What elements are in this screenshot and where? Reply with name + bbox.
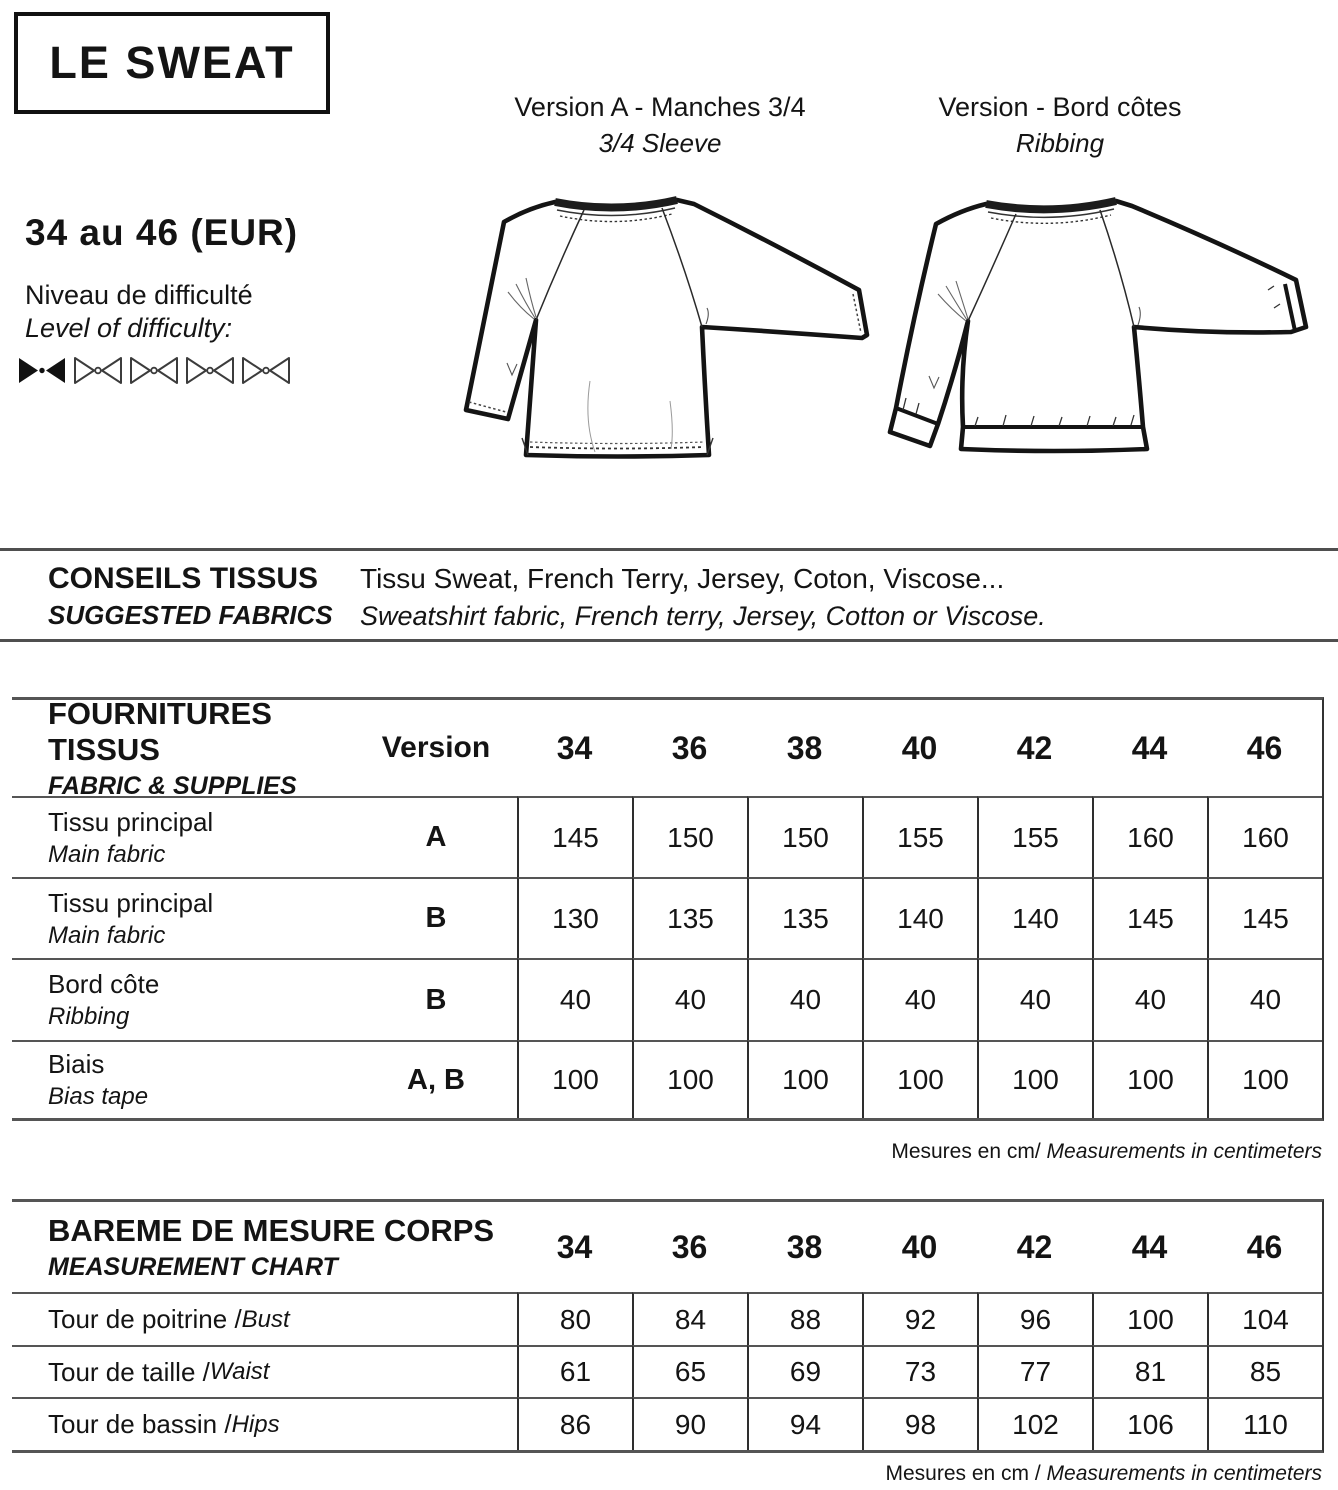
page-title: LE SWEAT bbox=[49, 37, 295, 88]
row-label bbox=[12, 1292, 517, 1345]
size-column-header: 36 bbox=[671, 1228, 708, 1265]
units-note-fr: Mesures en cm/ bbox=[891, 1140, 1041, 1163]
size-column-header: 38 bbox=[786, 729, 823, 766]
size-column-header: 40 bbox=[901, 1228, 938, 1265]
suggested-fabrics-text-fr: Tissu Sweat, French Terry, Jersey, Coton, Viscose... bbox=[360, 563, 1005, 594]
suggested-fabrics-label-fr: CONSEILS TISSUS bbox=[48, 562, 319, 595]
table-cell: 86 bbox=[517, 1397, 632, 1450]
table-cell: 100 bbox=[632, 1040, 747, 1118]
table-cell: 106 bbox=[1092, 1397, 1207, 1450]
table-cell: 135 bbox=[747, 877, 862, 958]
row-version: B bbox=[355, 958, 517, 1040]
sweater-version-a-drawing bbox=[438, 186, 878, 486]
difficulty-bow-icon-empty bbox=[73, 356, 123, 385]
size-column-header: 40 bbox=[901, 729, 938, 766]
row-label bbox=[12, 1397, 517, 1450]
table-cell: 81 bbox=[1092, 1345, 1207, 1397]
difficulty-label-en: Level of difficulty: bbox=[25, 313, 233, 343]
supplies-title-fr: FOURNITURES TISSUS bbox=[48, 695, 272, 767]
table-cell: 84 bbox=[632, 1292, 747, 1345]
row-label-en: Waist bbox=[209, 1358, 270, 1385]
size-column-header: 46 bbox=[1246, 1228, 1283, 1265]
table-cell: 40 bbox=[977, 958, 1092, 1040]
measurement-title-fr: BAREME DE MESURE CORPS bbox=[48, 1212, 495, 1248]
difficulty-bow-icon-empty bbox=[129, 356, 179, 385]
table-cell: 80 bbox=[517, 1292, 632, 1345]
size-column-header: 34 bbox=[556, 1228, 593, 1265]
supplies-title-en: FABRIC & SUPPLIES bbox=[48, 771, 297, 800]
units-note bbox=[891, 1140, 1322, 1164]
title-box bbox=[14, 12, 330, 114]
column-header-version: Version bbox=[381, 731, 491, 764]
units-note bbox=[885, 1462, 1322, 1486]
version-a-caption-fr: Version A - Manches 3/4 bbox=[514, 92, 806, 122]
row-version: A, B bbox=[355, 1040, 517, 1118]
table-cell: 98 bbox=[862, 1397, 977, 1450]
table-cell: 100 bbox=[517, 1040, 632, 1118]
difficulty-bow-icon-empty bbox=[185, 356, 235, 385]
row-label bbox=[12, 877, 355, 958]
table-cell: 100 bbox=[1207, 1040, 1322, 1118]
divider bbox=[0, 639, 1338, 642]
table-cell: 92 bbox=[862, 1292, 977, 1345]
table-cell: 145 bbox=[1207, 877, 1322, 958]
size-column-header: 44 bbox=[1131, 729, 1168, 766]
table-cell: 155 bbox=[862, 796, 977, 877]
version-b-caption-en: Ribbing bbox=[1015, 128, 1105, 158]
table-cell: 77 bbox=[977, 1345, 1092, 1397]
table-cell: 155 bbox=[977, 796, 1092, 877]
table-cell: 40 bbox=[862, 958, 977, 1040]
table-cell: 150 bbox=[747, 796, 862, 877]
table-cell: 140 bbox=[977, 877, 1092, 958]
units-note-en: Measurements in centimeters bbox=[1040, 1140, 1322, 1163]
row-label bbox=[12, 1345, 517, 1397]
suggested-fabrics-label-en: SUGGESTED FABRICS bbox=[48, 600, 333, 630]
table-cell: 140 bbox=[862, 877, 977, 958]
row-label-en: Main fabric bbox=[48, 840, 166, 868]
fabric-supplies-table bbox=[12, 697, 1324, 1121]
size-column-header: 44 bbox=[1131, 1228, 1168, 1265]
table-cell: 100 bbox=[747, 1040, 862, 1118]
units-note-fr: Mesures en cm / bbox=[885, 1462, 1047, 1485]
divider bbox=[0, 548, 1338, 551]
measurement-table-title bbox=[12, 1202, 517, 1292]
difficulty-bow-icon-filled bbox=[17, 356, 67, 385]
size-column-header: 38 bbox=[786, 1228, 823, 1265]
table-cell: 160 bbox=[1207, 796, 1322, 877]
difficulty-bow-icon-empty bbox=[241, 356, 291, 385]
table-cell: 130 bbox=[517, 877, 632, 958]
row-label-en: Bias tape bbox=[48, 1083, 149, 1110]
row-label-fr: Tissu principal bbox=[48, 887, 214, 918]
size-column-header: 46 bbox=[1246, 729, 1283, 766]
suggested-fabrics-text-en: Sweatshirt fabric, French terry, Jersey, Cotton or Viscose. bbox=[360, 601, 1046, 631]
table-cell: 100 bbox=[862, 1040, 977, 1118]
table-cell: 150 bbox=[632, 796, 747, 877]
row-label-en: Bust bbox=[241, 1305, 290, 1333]
row-version: B bbox=[355, 877, 517, 958]
units-note-en: Measurements in centimeters bbox=[1046, 1462, 1322, 1485]
measurement-chart-table bbox=[12, 1199, 1324, 1453]
row-label-fr: Tour de poitrine / bbox=[48, 1304, 242, 1334]
table-cell: 88 bbox=[747, 1292, 862, 1345]
table-cell: 40 bbox=[1207, 958, 1322, 1040]
row-label-en: Main fabric bbox=[48, 921, 166, 949]
row-label-en: Ribbing bbox=[48, 1003, 130, 1030]
table-cell: 73 bbox=[862, 1345, 977, 1397]
table-cell: 145 bbox=[517, 796, 632, 877]
table-cell: 65 bbox=[632, 1345, 747, 1397]
supplies-table-title bbox=[12, 695, 355, 800]
size-range: 34 au 46 (EUR) bbox=[25, 212, 299, 253]
table-cell: 40 bbox=[517, 958, 632, 1040]
row-label-fr: Tour de taille / bbox=[48, 1356, 210, 1387]
table-cell: 40 bbox=[632, 958, 747, 1040]
row-label-fr: Tissu principal bbox=[48, 806, 214, 837]
version-b-caption-fr: Version - Bord côtes bbox=[938, 92, 1182, 122]
table-cell: 40 bbox=[1092, 958, 1207, 1040]
table-cell: 96 bbox=[977, 1292, 1092, 1345]
difficulty-rating bbox=[17, 356, 291, 385]
row-label-fr: Bord côte bbox=[48, 969, 160, 999]
table-cell: 160 bbox=[1092, 796, 1207, 877]
table-cell: 85 bbox=[1207, 1345, 1322, 1397]
table-cell: 61 bbox=[517, 1345, 632, 1397]
table-cell: 145 bbox=[1092, 877, 1207, 958]
table-cell: 104 bbox=[1207, 1292, 1322, 1345]
size-column-header: 42 bbox=[1016, 729, 1053, 766]
row-label-fr: Biais bbox=[48, 1049, 105, 1079]
row-label bbox=[12, 1040, 355, 1118]
version-a-caption-en: 3/4 Sleeve bbox=[598, 128, 722, 158]
row-version: A bbox=[355, 796, 517, 877]
row-label bbox=[12, 796, 355, 877]
table-cell: 69 bbox=[747, 1345, 862, 1397]
sweater-version-b-drawing bbox=[866, 186, 1338, 486]
size-column-header: 34 bbox=[556, 729, 593, 766]
table-cell: 100 bbox=[1092, 1292, 1207, 1345]
table-cell: 94 bbox=[747, 1397, 862, 1450]
table-cell: 40 bbox=[747, 958, 862, 1040]
table-cell: 100 bbox=[1092, 1040, 1207, 1118]
size-column-header: 42 bbox=[1016, 1228, 1053, 1265]
measurement-title-en: MEASUREMENT CHART bbox=[48, 1252, 338, 1281]
difficulty-label-fr: Niveau de difficulté bbox=[25, 280, 253, 310]
table-cell: 102 bbox=[977, 1397, 1092, 1450]
row-label-en: Hips bbox=[231, 1410, 280, 1438]
size-column-header: 36 bbox=[671, 729, 708, 766]
table-cell: 100 bbox=[977, 1040, 1092, 1118]
table-cell: 110 bbox=[1207, 1397, 1322, 1450]
row-label bbox=[12, 958, 355, 1040]
row-label-fr: Tour de bassin / bbox=[48, 1409, 232, 1439]
table-cell: 135 bbox=[632, 877, 747, 958]
table-cell: 90 bbox=[632, 1397, 747, 1450]
